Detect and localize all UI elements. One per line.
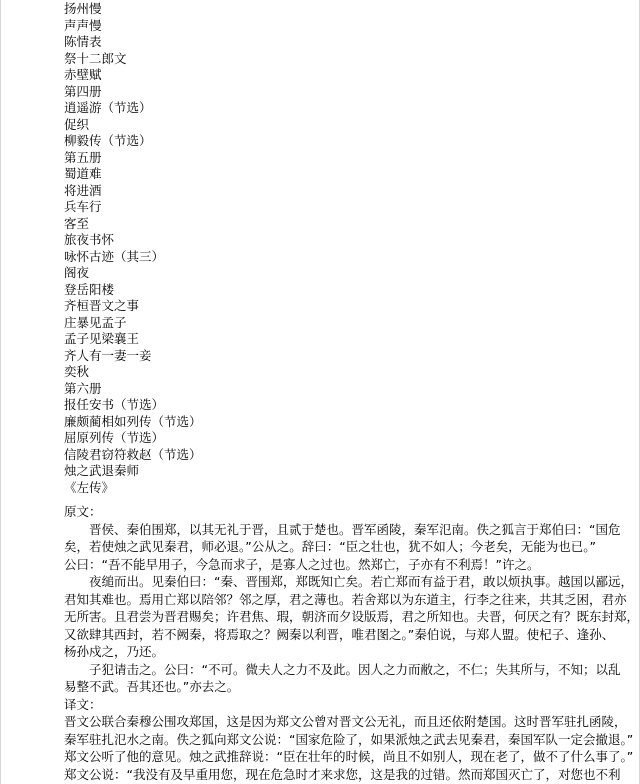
article-body <box>64 503 640 783</box>
toc-item: 信陵君窃符救赵（节选） <box>64 446 202 462</box>
toc-item: 屈原列传（节选） <box>64 430 165 445</box>
translation-line: 郑文公听了他的意见。烛之武推辞说：“臣在壮年的时候，尚且不如别人，现在老了，做不了什么事了。” <box>64 749 634 764</box>
toc-item: 旅夜书怀 <box>64 232 115 247</box>
toc-item: 烛之武退秦师 <box>64 463 140 478</box>
toc-item: 柳毅传（节选） <box>64 133 152 148</box>
toc-section-heading: 第五册 <box>64 149 102 165</box>
table-of-contents <box>64 1 202 496</box>
toc-item: 庄暴见孟子 <box>64 314 127 330</box>
translation-line: 郑文公说：“我没有及早重用您，现在危急时才来求您，这是我的过错。然而郑国灭亡了，对您也不利 <box>64 766 621 782</box>
toc-item: 将进酒 <box>64 182 102 198</box>
toc-item: 祭十二郎文 <box>64 50 127 66</box>
toc-item: 奕秋 <box>64 364 90 379</box>
original-line: 无所害。且君尝为晋君赐矣；许君焦、瑕，朝济而夕设版焉，君之所知也。夫晋，何厌之有？既东封郑， <box>64 609 640 624</box>
toc-item: 齐桓晋文之事 <box>64 298 140 313</box>
original-line: 晋侯、秦伯围郑，以其无礼于晋，且贰于楚也。晋军函陵，秦军氾南。佚之狐言于郑伯曰：“国危 <box>89 521 621 537</box>
toc-item: 促织 <box>64 116 90 132</box>
toc-item: 阁夜 <box>64 265 90 280</box>
original-line: 子犯请击之。公曰：“不可。微夫人之力不及此。因人之力而敝之，不仁；失其所与，不知；以乱 <box>89 661 621 677</box>
toc-item: 蜀道难 <box>64 166 102 181</box>
toc-item: 声声慢 <box>64 17 102 33</box>
original-heading: 原文： <box>64 504 102 519</box>
toc-section-heading: 第四册 <box>64 83 102 99</box>
original-line: 又欲肆其西封，若不阙秦，将焉取之？阙秦以利晋，唯君图之。”秦伯说，与郑人盟。使杞子、逢孙、 <box>64 626 615 642</box>
original-line: 易整不武。吾其还也。”亦去之。 <box>64 679 240 694</box>
toc-item: 咏怀古迹（其三） <box>64 248 165 264</box>
toc-item: 廉颇蔺相如列传（节选） <box>64 413 202 429</box>
original-line: 公曰：“吾不能早用子，今急而求子，是寡人之过也。然郑亡，子亦有不利焉！”许之。 <box>64 556 540 572</box>
original-line: 夜缒而出。见秦伯曰：“秦、晋围郑，郑既知亡矣。若亡郑而有益于君，敢以烦执事。越国以鄙远， <box>89 574 633 589</box>
toc-section-heading: 第六册 <box>64 380 102 396</box>
toc-item: 逍遥游（节选） <box>64 100 152 115</box>
toc-item: 报任安书（节选） <box>64 397 165 412</box>
translation-heading: 译文： <box>64 696 102 712</box>
toc-item: 陈情表 <box>64 34 102 49</box>
toc-item: 客至 <box>64 215 90 231</box>
toc-item: 齐人有一妻一妾 <box>64 347 152 363</box>
source-title: 《左传》 <box>64 479 115 495</box>
toc-item: 登岳阳楼 <box>64 281 115 297</box>
toc-item: 赤壁赋 <box>64 67 102 82</box>
translation-line: 秦军驻扎氾水之南。佚之狐向郑文公说：“国家危险了，如果派烛之武去见秦君，秦国军队一定会撤退。” <box>64 731 634 747</box>
original-line: 杨孙戍之，乃还。 <box>64 644 165 659</box>
toc-item: 孟子见梁襄王 <box>64 331 140 346</box>
toc-item: 扬州慢 <box>64 1 102 16</box>
translation-line: 晋文公联合秦穆公围攻郑国，这是因为郑文公曾对晋文公无礼，而且还依附楚国。这时晋军驻扎函陵， <box>64 714 627 729</box>
original-line: 君知其难也。焉用亡郑以陪邻？邻之厚，君之薄也。若舍郑以为东道主，行李之往来，共其乏困，君亦 <box>64 591 627 607</box>
toc-item: 兵车行 <box>64 199 102 214</box>
original-line: 矣，若使烛之武见秦君，师必退。”公从之。辞曰：“臣之壮也，犹不如人；今老矣，无能为也已。” <box>64 539 596 554</box>
